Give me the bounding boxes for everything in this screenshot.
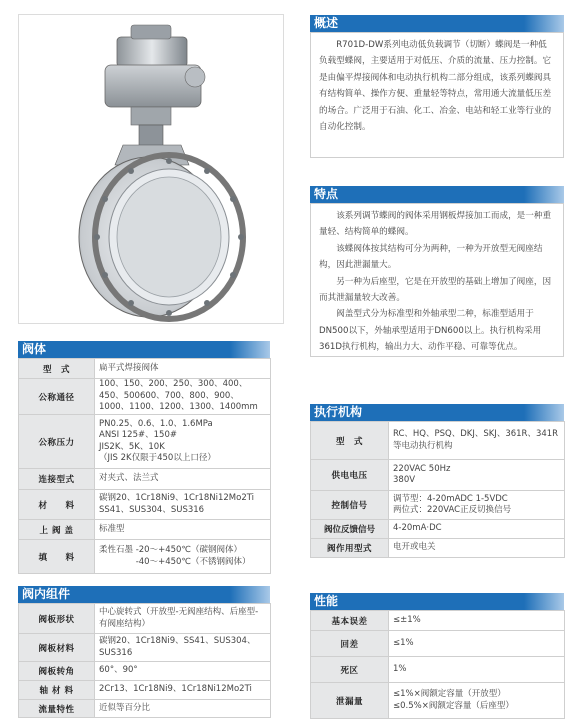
row-value: 碳钢20、1Cr18Ni9、SS41、SUS304、SUS316 bbox=[95, 634, 271, 662]
overview-text: R701D-DW系列电动低负载调节（切断）蝶阀是一种低负载型蝶阀，主要适用于对低压、介质的流量、压力控制。它是由偏平焊接阀体和电动执行机构二部分组成，该系列蝶阀具有结构简单、操作方便、重量轻等特点，常用通大流量低压差的场合。广泛用于石油、化工、冶金、电站和轻工业等行业的自动化控制。 bbox=[319, 40, 552, 133]
table-row bbox=[311, 460, 565, 491]
row-value: ≤±1% bbox=[389, 611, 565, 631]
row-value: 2Cr13、1Cr18Ni9、1Cr18Ni12Mo2Ti bbox=[95, 681, 271, 700]
valve-body-section bbox=[18, 341, 270, 574]
row-key: 回差 bbox=[311, 631, 389, 657]
row-value: 标准型 bbox=[95, 520, 271, 540]
performance-table bbox=[310, 610, 565, 719]
row-key: 流量特性 bbox=[19, 700, 95, 718]
table-row bbox=[19, 540, 271, 574]
valve-body-table bbox=[18, 358, 271, 574]
row-key: 填 料 bbox=[19, 540, 95, 574]
row-key: 轴 材 料 bbox=[19, 681, 95, 700]
overview-header bbox=[310, 15, 564, 32]
row-key: 阀板转角 bbox=[19, 662, 95, 681]
performance-header bbox=[310, 593, 564, 610]
row-value: 调节型：4-20mADC 1-5VDC 两位式：220VAC正反切换信号 bbox=[389, 491, 565, 520]
internal-parts-section bbox=[18, 586, 270, 718]
row-value: 柔性石墨 -20～+450℃（碳钢阀体） -40～+450℃（不锈钢阀体） bbox=[95, 540, 271, 574]
table-row bbox=[19, 490, 271, 520]
product-photo bbox=[18, 14, 284, 324]
row-value: 扁平式焊接阀体 bbox=[95, 359, 271, 379]
row-value: 220VAC 50Hz 380V bbox=[389, 460, 565, 491]
internal-parts-title: 阀内组件 bbox=[22, 587, 71, 601]
actuator-table bbox=[310, 421, 565, 558]
table-row bbox=[19, 681, 271, 700]
internal-parts-table bbox=[18, 603, 271, 718]
butterfly-valve-illustration bbox=[19, 15, 283, 323]
table-row bbox=[19, 415, 271, 469]
table-row bbox=[19, 634, 271, 662]
table-row bbox=[19, 469, 271, 490]
table-row bbox=[311, 520, 565, 539]
row-value: ≤1% bbox=[389, 631, 565, 657]
table-row bbox=[311, 539, 565, 558]
row-key: 上 阀 盖 bbox=[19, 520, 95, 540]
performance-section bbox=[310, 593, 564, 719]
actuator-section bbox=[310, 404, 564, 558]
row-key: 型 式 bbox=[311, 422, 389, 460]
overview-title: 概述 bbox=[314, 16, 339, 30]
row-key: 公称通径 bbox=[19, 379, 95, 415]
row-key: 泄漏量 bbox=[311, 683, 389, 719]
row-key: 供电电压 bbox=[311, 460, 389, 491]
row-key: 阀作用型式 bbox=[311, 539, 389, 558]
table-row bbox=[19, 520, 271, 540]
table-row bbox=[19, 604, 271, 634]
features-paragraph: 该系列调节蝶阀的阀体采用钢板焊接加工而成，是一种重量轻、结构简单的蝶阀。 bbox=[319, 211, 552, 238]
row-key: 死区 bbox=[311, 657, 389, 683]
row-key: 材 料 bbox=[19, 490, 95, 520]
valve-body-title: 阀体 bbox=[22, 342, 47, 356]
row-value: RC、HQ、PSQ、DKJ、SKJ、361R、341R等电动执行机构 bbox=[389, 422, 565, 460]
row-key: 阀板形状 bbox=[19, 604, 95, 634]
table-row bbox=[311, 611, 565, 631]
table-row bbox=[311, 631, 565, 657]
overview-section bbox=[310, 15, 564, 158]
table-row bbox=[19, 662, 271, 681]
actuator-title: 执行机构 bbox=[314, 405, 363, 419]
row-value: 对夹式、法兰式 bbox=[95, 469, 271, 490]
row-key: 型 式 bbox=[19, 359, 95, 379]
row-value: 电开或电关 bbox=[389, 539, 565, 558]
features-header bbox=[310, 186, 564, 203]
row-key: 控制信号 bbox=[311, 491, 389, 520]
valve-body-header bbox=[18, 341, 270, 358]
performance-title: 性能 bbox=[314, 594, 339, 608]
row-value: 60°、90° bbox=[95, 662, 271, 681]
row-key: 阀位反馈信号 bbox=[311, 520, 389, 539]
table-row bbox=[311, 657, 565, 683]
features-title: 特点 bbox=[314, 187, 339, 201]
row-key: 公称压力 bbox=[19, 415, 95, 469]
row-value: 4-20mA·DC bbox=[389, 520, 565, 539]
actuator-header bbox=[310, 404, 564, 421]
row-value: 1% bbox=[389, 657, 565, 683]
features-paragraph: 该蝶阀体按其结构可分为两种，一种为开放型无阀座结构，因此泄漏量大。 bbox=[319, 243, 543, 271]
row-value: 碳钢20、1Cr18Ni9、1Cr18Ni12Mo2Ti SS41、SUS304、SUS316 bbox=[95, 490, 271, 520]
internal-parts-header bbox=[18, 586, 270, 603]
row-value: ≤1%×阀额定容量（开放型） ≤0.5%×阀额定容量（后座型） bbox=[389, 683, 565, 719]
table-row bbox=[19, 359, 271, 379]
row-key: 连接型式 bbox=[19, 469, 95, 490]
row-value: 100、150、200、250、300、400、450、500600、700、800、900、1000、1100、1200、1300、1400mm bbox=[95, 379, 271, 415]
row-value: 中心旋转式（开放型-无阀座结构、后座型-有阀座结构） bbox=[95, 604, 271, 634]
table-row bbox=[19, 700, 271, 718]
features-paragraph: 阀盖型式分为标准型和外轴承型二种，标准型适用于DN500以下，外轴承型适用于DN600以上。执行机构采用361D执行机构，输出力大、动作平稳、可靠等优点。 bbox=[319, 309, 542, 353]
table-row bbox=[311, 422, 565, 460]
table-row bbox=[311, 683, 565, 719]
table-row bbox=[19, 379, 271, 415]
features-section bbox=[310, 186, 564, 357]
overview-text-box bbox=[310, 32, 564, 158]
table-row bbox=[311, 491, 565, 520]
row-value: 近似等百分比 bbox=[95, 700, 271, 718]
row-key: 基本误差 bbox=[311, 611, 389, 631]
features-paragraph: 另一种为后座型，它是在开放型的基础上增加了阀座，因而其泄漏量较大改善。 bbox=[319, 276, 552, 304]
features-text-box bbox=[310, 203, 564, 357]
row-value: PN0.25、0.6、1.0、1.6MPa ANSI 125#、150# JIS2K、5K、10K （JIS 2K仅限于450以上口径） bbox=[95, 415, 271, 469]
row-key: 阀板材料 bbox=[19, 634, 95, 662]
